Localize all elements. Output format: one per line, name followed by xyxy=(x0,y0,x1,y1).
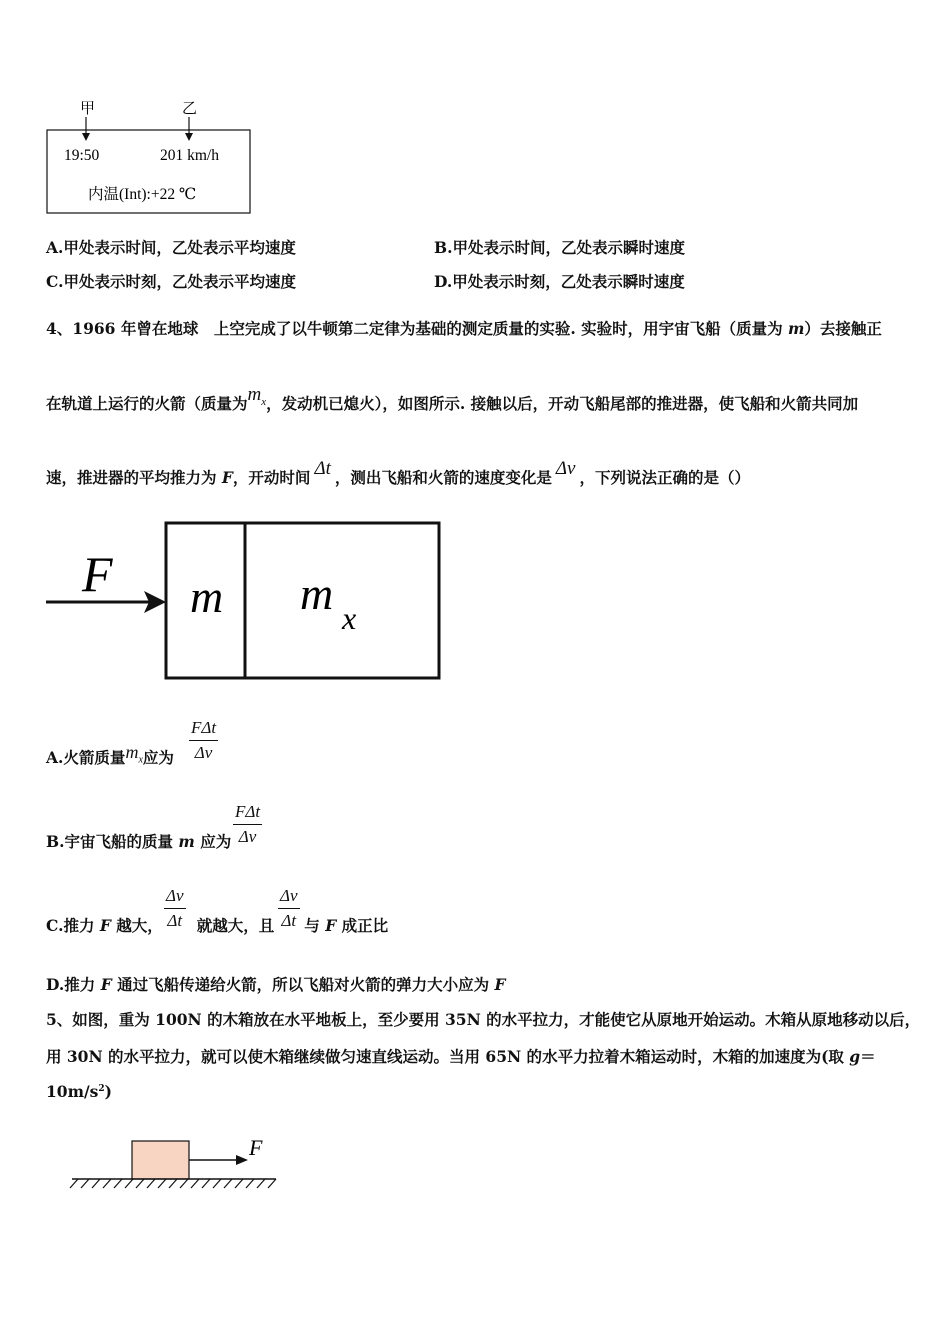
question-5-line-2: 用 30N 的水平拉力，就可以使木箱继续做匀速直线运动。当用 65N 的水平力拉着木箱运动时，木箱的加速度为(取 g＝ xyxy=(46,1047,876,1066)
hatch-mark xyxy=(246,1179,254,1188)
display-temp: 内温(Int):+22 ℃ xyxy=(88,186,197,203)
hatch-mark xyxy=(235,1179,243,1188)
hatch-mark xyxy=(92,1179,100,1188)
hatch-mark xyxy=(81,1179,89,1188)
question-4-line-1: 4、1966 年曾在地球 上空完成了以牛顿第二定律为基础的测定质量的实验. 实验时，用宇宙飞船（质量为 m）去接触正 xyxy=(46,319,882,338)
crate-box xyxy=(132,1141,189,1179)
hatch-mark xyxy=(114,1179,122,1188)
arrow-down-icon xyxy=(82,133,90,141)
crate-svg xyxy=(66,1130,286,1195)
label-yi: 乙 xyxy=(182,101,198,117)
q4-option-b-fraction: FΔt Δv xyxy=(235,802,261,846)
q4-option-c-fraction-2: Δv Δt xyxy=(280,886,298,930)
hatch-mark xyxy=(103,1179,111,1188)
display-panel-svg xyxy=(40,95,260,220)
q4-option-b: B.宇宙飞船的质量 m 应为 xyxy=(46,832,232,851)
option-d: D.甲处表示时刻，乙处表示瞬时速度 xyxy=(434,272,685,291)
floor-hatching xyxy=(70,1179,276,1188)
pull-arrow-icon xyxy=(236,1155,248,1165)
hatch-mark xyxy=(268,1179,276,1188)
crate-figure xyxy=(66,1130,286,1195)
hatch-mark xyxy=(257,1179,265,1188)
train-display-figure xyxy=(40,95,260,220)
pull-force-label: F xyxy=(249,1135,263,1160)
hatch-mark xyxy=(224,1179,232,1188)
option-c: C.甲处表示时刻，乙处表示平均速度 xyxy=(46,272,296,291)
q4-option-c: C.推力 F 越大， 就越大，且 与 F 成正比 xyxy=(46,916,389,935)
display-speed: 201 km/h xyxy=(160,147,219,164)
hatch-mark xyxy=(191,1179,199,1188)
hatch-mark xyxy=(158,1179,166,1188)
hatch-mark xyxy=(169,1179,177,1188)
hatch-mark xyxy=(202,1179,210,1188)
option-b: B.甲处表示时间，乙处表示瞬时速度 xyxy=(434,238,685,257)
hatch-mark xyxy=(136,1179,144,1188)
hatch-mark xyxy=(147,1179,155,1188)
question-5-line-3: $10m/s^2$) xyxy=(46,1082,112,1101)
question-5-line-1: 5、如图，重为 100N 的木箱放在水平地板上，至少要用 35N 的水平拉力，才能使它从原地开始运动。木箱从原地移动以后， xyxy=(46,1010,921,1029)
rocket-ship-figure xyxy=(40,515,450,685)
hatch-mark xyxy=(125,1179,133,1188)
rocket-mass-subscript: x xyxy=(342,600,357,636)
q4-option-a-fraction: FΔt Δv xyxy=(191,718,217,762)
question-4-line-2: 在轨道上运行的火箭（质量为$m_x$，发动机已熄火），如图所示. 接触以后，开动飞船尾部的推进器，使飞船和火箭共同加 xyxy=(46,384,859,413)
arrow-down-icon xyxy=(185,133,193,141)
hatch-mark xyxy=(180,1179,188,1188)
rocket-ship-svg xyxy=(40,515,450,685)
q4-option-d: D.推力 F 通过飞船传递给火箭，所以飞船对火箭的弹力大小应为 F xyxy=(46,975,506,994)
hatch-mark xyxy=(213,1179,221,1188)
q4-option-a: A.火箭质量$m_x$应为 xyxy=(46,742,174,767)
hatch-mark xyxy=(70,1179,78,1188)
q4-option-c-fraction-1: Δv Δt xyxy=(166,886,184,930)
rocket-mass-label: m xyxy=(300,568,334,619)
question-4-line-3: 速，推进器的平均推力为 F，开动时间 Δt ，测出飞船和火箭的速度变化是 Δv ，下列说法正确的是（） xyxy=(46,458,750,487)
label-jia: 甲 xyxy=(80,101,96,117)
force-label: F xyxy=(82,546,113,602)
spaceship-mass-label: m xyxy=(190,571,224,622)
display-time: 19:50 xyxy=(64,147,100,164)
option-a: A.甲处表示时间，乙处表示平均速度 xyxy=(46,238,296,257)
